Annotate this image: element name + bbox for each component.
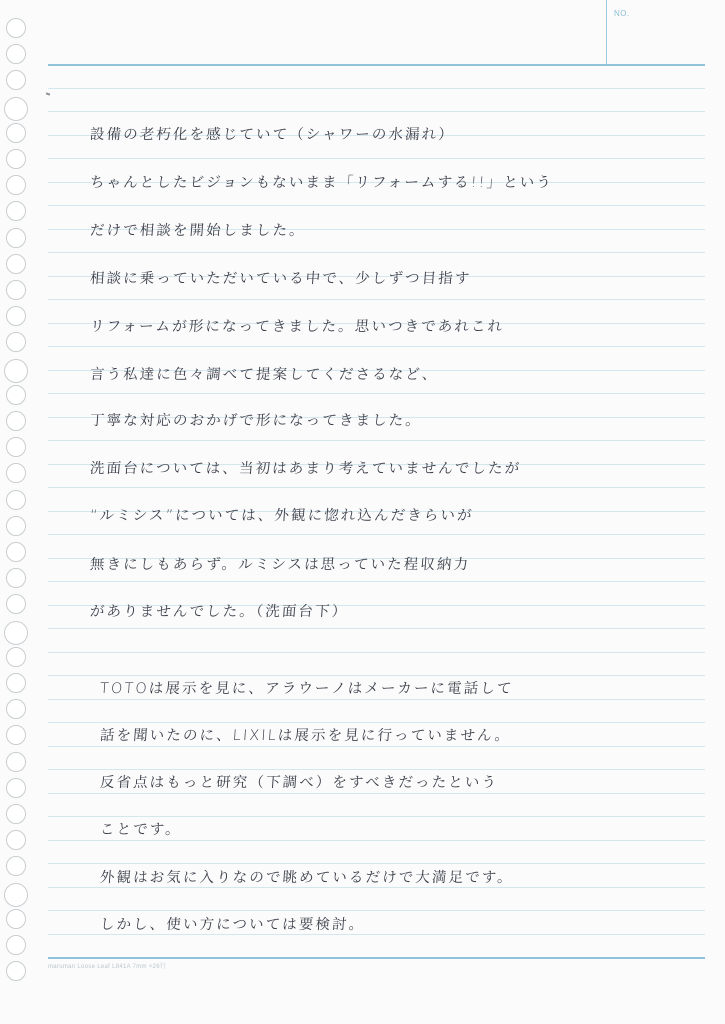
note-line: 丁寧な対応のおかげで形になってきました。 xyxy=(89,413,423,429)
note-line: リフォームが形になってきました。思いつきであれこれ xyxy=(89,319,505,335)
number-label: NO. xyxy=(614,9,630,18)
note-line: 言う私達に色々調べて提案してくださるなど、 xyxy=(89,367,440,383)
note-line: だけで相談を開始しました。 xyxy=(89,223,307,239)
note-line: がありませんでした。（洗面台下） xyxy=(89,604,349,620)
note-line: ちゃんとしたビジョンもないまま「リフォームする!!」という xyxy=(89,175,554,191)
note-line: 洗面台については、当初はあまり考えていませんでしたが xyxy=(89,461,522,477)
note-line: 外観はお気に入りなので眺めているだけで大満足です。 xyxy=(99,870,515,886)
note-line: 無きにしもあらず。ルミシスは思っていた程収納力 xyxy=(89,557,471,573)
note-line: TOTOは展示を見に、アラウーノはメーカーに電話して xyxy=(99,681,515,697)
note-line: 話を聞いたのに、LIXILは展示を見に行っていません。 xyxy=(99,728,512,744)
note-line: 設備の老朽化を感じていて（シャワーの水漏れ） xyxy=(89,127,456,143)
paper-imprint: maruman Loose Leaf L841A 7mm ×26行 xyxy=(48,964,167,970)
note-line: 反省点はもっと研究（下調べ）をすべきだったという xyxy=(99,775,499,791)
note-line: “ルミシス”については、外観に惚れ込んだきらいが xyxy=(89,508,475,524)
note-line: しかし、使い方については要検討。 xyxy=(99,917,366,933)
note-line: ことです。 xyxy=(99,822,183,838)
note-line: 相談に乗っていただいている中で、少しずつ目指す xyxy=(89,271,472,287)
